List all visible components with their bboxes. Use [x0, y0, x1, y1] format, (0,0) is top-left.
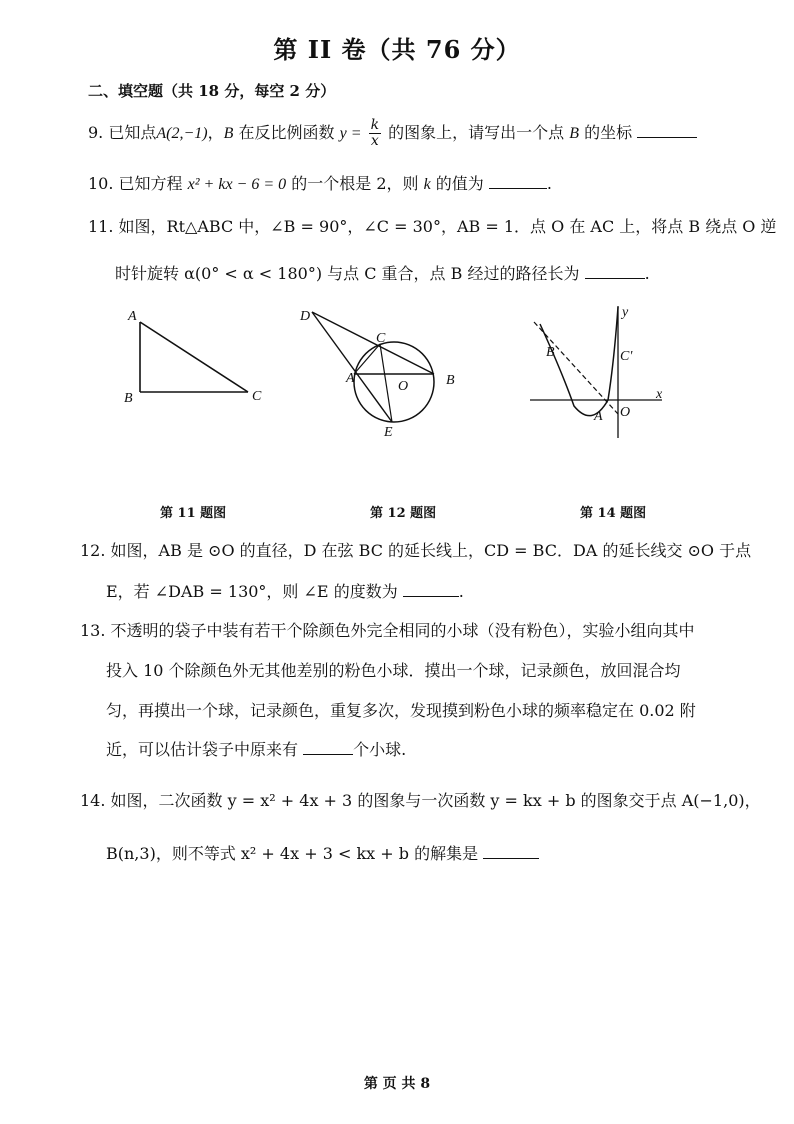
label-a: A [346, 371, 355, 386]
question-14: 14. 如图，二次函数 y = x² + 4x + 3 的图象与一次函数 y = kx + b 的图象交于点 A(−1,0)， [80, 791, 761, 810]
question-14-line-2: B(n,3)，则不等式 x² + 4x + 3 < kx + b 的解集是 [106, 842, 539, 865]
label-a: A [594, 409, 603, 424]
label-o: O [398, 379, 409, 394]
section-heading: 二、填空题（共 18 分，每空 2 分） [88, 82, 336, 100]
label-b: B [124, 391, 133, 406]
page-footer: 第 页 共 8 [363, 1076, 431, 1092]
answer-blank[interactable] [637, 121, 697, 138]
question-number: 14. [80, 791, 106, 810]
figure-12-caption: 第 12 题图 [370, 506, 437, 521]
point-a: A(2,−1) [156, 125, 208, 142]
answer-blank[interactable] [403, 580, 459, 597]
question-13-line-4: 近，可以估计袋子中原来有 个小球. [106, 740, 407, 759]
page-title: 第 II 卷（共 76 分） [273, 35, 521, 64]
figure-14-graph [522, 302, 672, 442]
question-number: 12. [80, 541, 106, 560]
question-9: 9. 已知点A(2,−1)，B 在反比例函数 y = $\frac{k}{x}$ 的图象上，请写出一个点 B 的坐标 [88, 118, 697, 149]
label-a: A [128, 309, 137, 324]
question-12: 12. 如图，AB 是 ⊙O 的直径，D 在弦 BC 的延长线上，CD = BC．DA 的延长线交 ⊙O 于点 [80, 541, 752, 560]
question-12-line-2: E，若 ∠DAB = 130°，则 ∠E 的度数为 . [106, 582, 464, 601]
question-number: 11. [88, 217, 114, 236]
question-10: 10. 已知方程 x² + kx − 6 = 0 的一个根是 2，则 k 的值为 . [88, 174, 552, 193]
segment-ce [380, 344, 392, 422]
figure-11-caption: 第 11 题图 [160, 506, 227, 521]
segment-ac [354, 344, 380, 374]
segment-ac [140, 322, 248, 392]
answer-blank[interactable] [303, 738, 353, 755]
fraction-k-over-x: $\frac{k}{x}$ [370, 117, 380, 149]
label-y: y [622, 305, 629, 320]
question-11-line-2: 时针旋转 α(0° < α < 180°) 与点 C 重合，点 B 经过的路径长为 . [115, 264, 650, 283]
label-c-prime: C' [620, 349, 633, 364]
label-c: C [376, 331, 386, 346]
segment-de [312, 312, 392, 422]
figure-12-circle [292, 302, 472, 442]
question-11: 11. 如图，Rt△ABC 中，∠B = 90°，∠C = 30°，AB = 1．点 O 在 AC 上，将点 B 绕点 O 逆 [88, 217, 777, 236]
question-13-line-3: 匀，再摸出一个球，记录颜色，重复多次，发现摸到粉色小球的频率稳定在 0.02 附 [106, 701, 696, 720]
answer-blank[interactable] [585, 262, 645, 279]
label-x: x [656, 387, 663, 402]
answer-blank[interactable] [489, 172, 547, 189]
label-b: B [446, 373, 455, 388]
question-number: 10. [88, 174, 114, 193]
figure-11-triangle [118, 300, 278, 415]
answer-blank[interactable] [483, 842, 539, 859]
label-d: D [300, 309, 311, 324]
label-b: B [546, 345, 555, 360]
question-13-line-2: 投入 10 个除颜色外无其他差别的粉色小球．摸出一个球，记录颜色，放回混合均 [106, 661, 681, 680]
label-c: C [252, 389, 262, 404]
label-e: E [384, 425, 393, 440]
question-13: 13. 不透明的袋子中装有若干个除颜色外完全相同的小球（没有粉色），实验小组向其中 [80, 621, 695, 640]
question-number: 9. [88, 123, 104, 142]
figure-14-caption: 第 14 题图 [580, 506, 647, 521]
question-number: 13. [80, 621, 106, 640]
segment-db [312, 312, 434, 374]
label-o: O [620, 405, 631, 420]
